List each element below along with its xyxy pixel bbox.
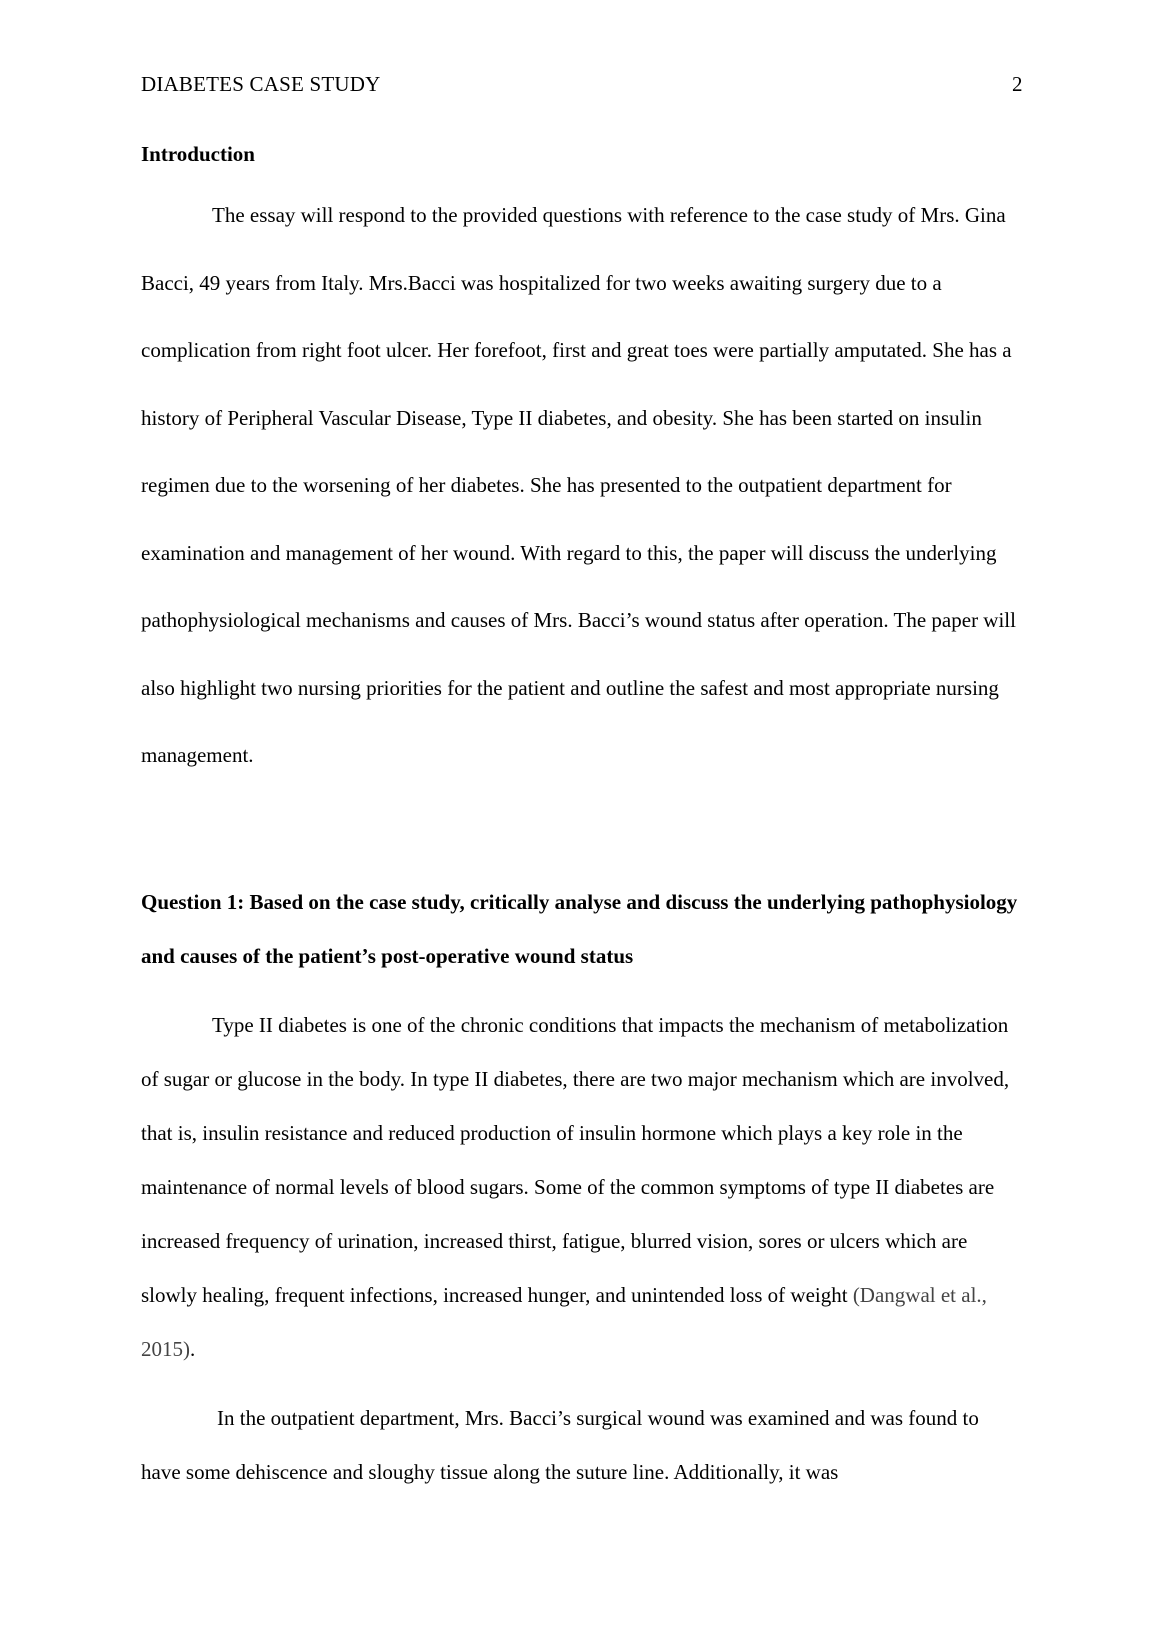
introduction-paragraph: The essay will respond to the provided questions with reference to the case study of Mrs. Gina Bacci, 49 years from Italy. Mrs.Bacci was hospitalized for two weeks awaiting surgery due to a complication from right foot ulcer. Her forefoot, first and great toes were partially amputated. She has a history of Peripheral Vascular Disease, Type II diabetes, and obesity. She has been started on insulin regimen due to the worsening of her diabetes. She has presented to the outpatient department for examination and management of her wound. With regard to this, the paper will discuss the underlying pathophysiological mechanisms and causes of Mrs. Bacci’s wound status after operation. The paper will also highlight two nursing priorities for the patient and outline the safest and most appropriate nursing management.	[141, 203, 1016, 767]
citation: (Dangwal et al., 2015)	[141, 1283, 987, 1361]
introduction-heading: Introduction	[141, 142, 255, 166]
page-number: 2	[1012, 72, 1023, 96]
sentence-end: .	[190, 1337, 196, 1361]
running-head: DIABETES CASE STUDY	[141, 72, 381, 96]
outpatient-paragraph: In the outpatient department, Mrs. Bacci’s surgical wound was examined and was found to have some dehiscence and sloughy tissue along the suture line. Additionally, it was	[141, 1406, 979, 1484]
type2-diabetes-paragraph-text: Type II diabetes is one of the chronic conditions that impacts the mechanism of metabolization of sugar or glucose in the body. In type II diabetes, there are two major mechanism which are involved, that is, insulin resistance and reduced production of insulin hormone which plays a key role in the maintenance of normal levels of blood sugars. Some of the common symptoms of type II diabetes are increased frequency of urination, increased thirst, fatigue, blurred vision, sores or ulcers which are slowly healing, frequent infections, increased hunger, and unintended loss of weight	[141, 1013, 1010, 1307]
type2-diabetes-paragraph	[141, 998, 1023, 1376]
question1-heading: Question 1: Based on the case study, critically analyse and discuss the underlying pathophysiology and causes of the patient’s post-operative wound status	[141, 890, 1018, 968]
